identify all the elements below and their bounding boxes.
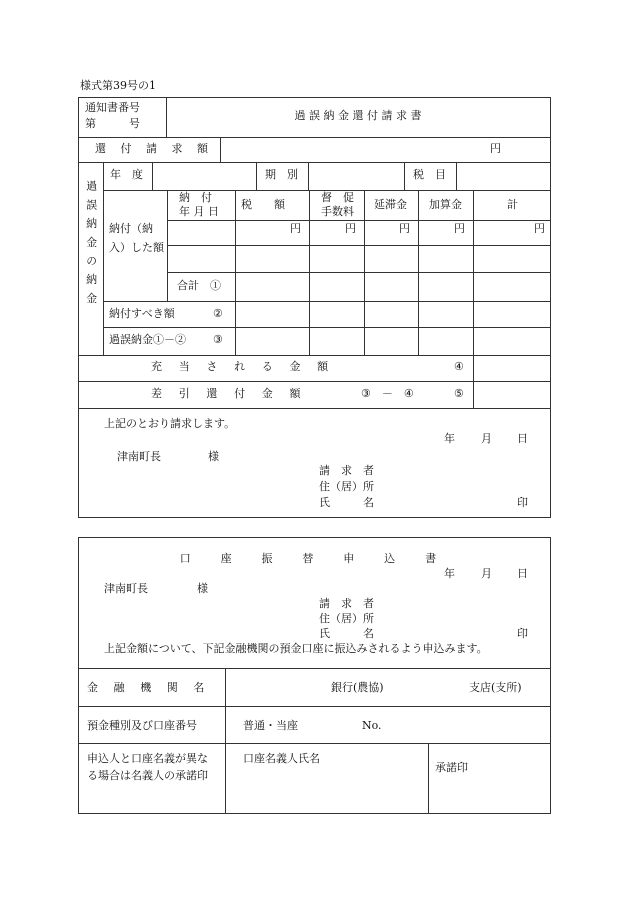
mayor-label: 津南町長	[117, 450, 161, 463]
account-no-label: No.	[362, 719, 382, 732]
holder-label-1: 申込人と口座名義が異な	[87, 752, 208, 765]
year-label: 年 度	[110, 168, 143, 181]
request-text: 上記のとおり請求します。	[104, 417, 236, 430]
tax-amount-label: 税 額	[241, 198, 285, 211]
holder-label-2: る場合は名義人の承諾印	[87, 769, 208, 782]
paid-amount-label: 納付（納入）した額	[109, 222, 164, 254]
account-transfer-form	[78, 537, 551, 814]
transfer-date-year: 年	[444, 567, 455, 580]
holder-name-label: 口座名義人氏名	[243, 752, 320, 765]
late-fee-label: 延滞金	[374, 198, 407, 211]
paid-date-label-1: 納 付	[179, 191, 212, 204]
add-tax-label: 加算金	[429, 198, 462, 211]
overpaid-label: 過誤納金①－②	[109, 333, 186, 346]
diff-label: 差 引 還 付 金 額	[151, 387, 308, 400]
claim-title: 過 誤 納 金 還 付 請 求 書	[294, 109, 422, 122]
overpaid-mark: ③	[213, 333, 223, 346]
notice-number-label: 通知書番号	[85, 101, 140, 114]
account-type: 普通・当座	[243, 719, 298, 732]
seal-label: 印	[517, 496, 528, 509]
diff-formula: ③ － ④	[361, 387, 414, 400]
transfer-date-month: 月	[481, 567, 492, 580]
applied-label: 充 当 さ れ る 金 額	[151, 360, 335, 373]
date-day: 日	[517, 432, 528, 445]
sum-label: 合計 ①	[177, 279, 221, 292]
transfer-address-label: 住（居）所	[319, 612, 374, 625]
transfer-claimant-label: 請 求 者	[319, 597, 374, 610]
total-label: 計	[507, 198, 518, 211]
transfer-seal-label: 印	[517, 627, 528, 640]
refund-amount-label: 還 付 請 求 額	[95, 142, 214, 155]
transfer-mayor-sama: 様	[197, 582, 208, 595]
refund-claim-form	[78, 97, 551, 518]
notice-number-value-label: 第 号	[85, 117, 140, 130]
fee-label-1: 督 促	[321, 191, 354, 204]
paid-date-label-2: 年 月 日	[179, 205, 219, 218]
bank-name-label: 金 融 機 関 名	[87, 681, 211, 694]
form-id: 様式第39号の1	[80, 79, 156, 92]
overpaid-side-label: 過誤納金の納金	[84, 180, 98, 311]
address-label: 住（居）所	[319, 480, 374, 493]
tax-item-label: 税 目	[413, 168, 446, 181]
period-label: 期 別	[265, 168, 298, 181]
transfer-date-day: 日	[517, 567, 528, 580]
account-label: 預金種別及び口座番号	[87, 719, 197, 732]
should-pay-mark: ②	[213, 307, 223, 320]
mayor-sama: 様	[208, 450, 219, 463]
applied-mark: ④	[454, 360, 464, 373]
bank-value: 銀行(農協)	[331, 681, 384, 694]
date-year: 年	[444, 432, 455, 445]
name-label: 氏 名	[319, 496, 374, 509]
transfer-mayor-label: 津南町長	[104, 582, 148, 595]
should-pay-label: 納付すべき額	[109, 307, 175, 320]
transfer-name-label: 氏 名	[319, 627, 374, 640]
fee-label-2: 手数料	[321, 205, 354, 218]
diff-mark: ⑤	[454, 387, 464, 400]
yen-add: 円	[454, 222, 465, 235]
yen-fee: 円	[345, 222, 356, 235]
transfer-title: 口 座 振 替 申 込 書	[179, 552, 450, 565]
date-month: 月	[481, 432, 492, 445]
consent-seal-label: 承諾印	[435, 761, 468, 774]
yen-late: 円	[399, 222, 410, 235]
branch-value: 支店(支所)	[469, 681, 522, 694]
yen-total: 円	[534, 222, 545, 235]
transfer-apply-text: 上記金額について、下記金融機関の預金口座に振込みされるよう申込みます。	[104, 642, 488, 655]
yen-tax: 円	[290, 222, 301, 235]
claimant-label: 請 求 者	[319, 464, 374, 477]
refund-amount-yen: 円	[490, 142, 501, 155]
